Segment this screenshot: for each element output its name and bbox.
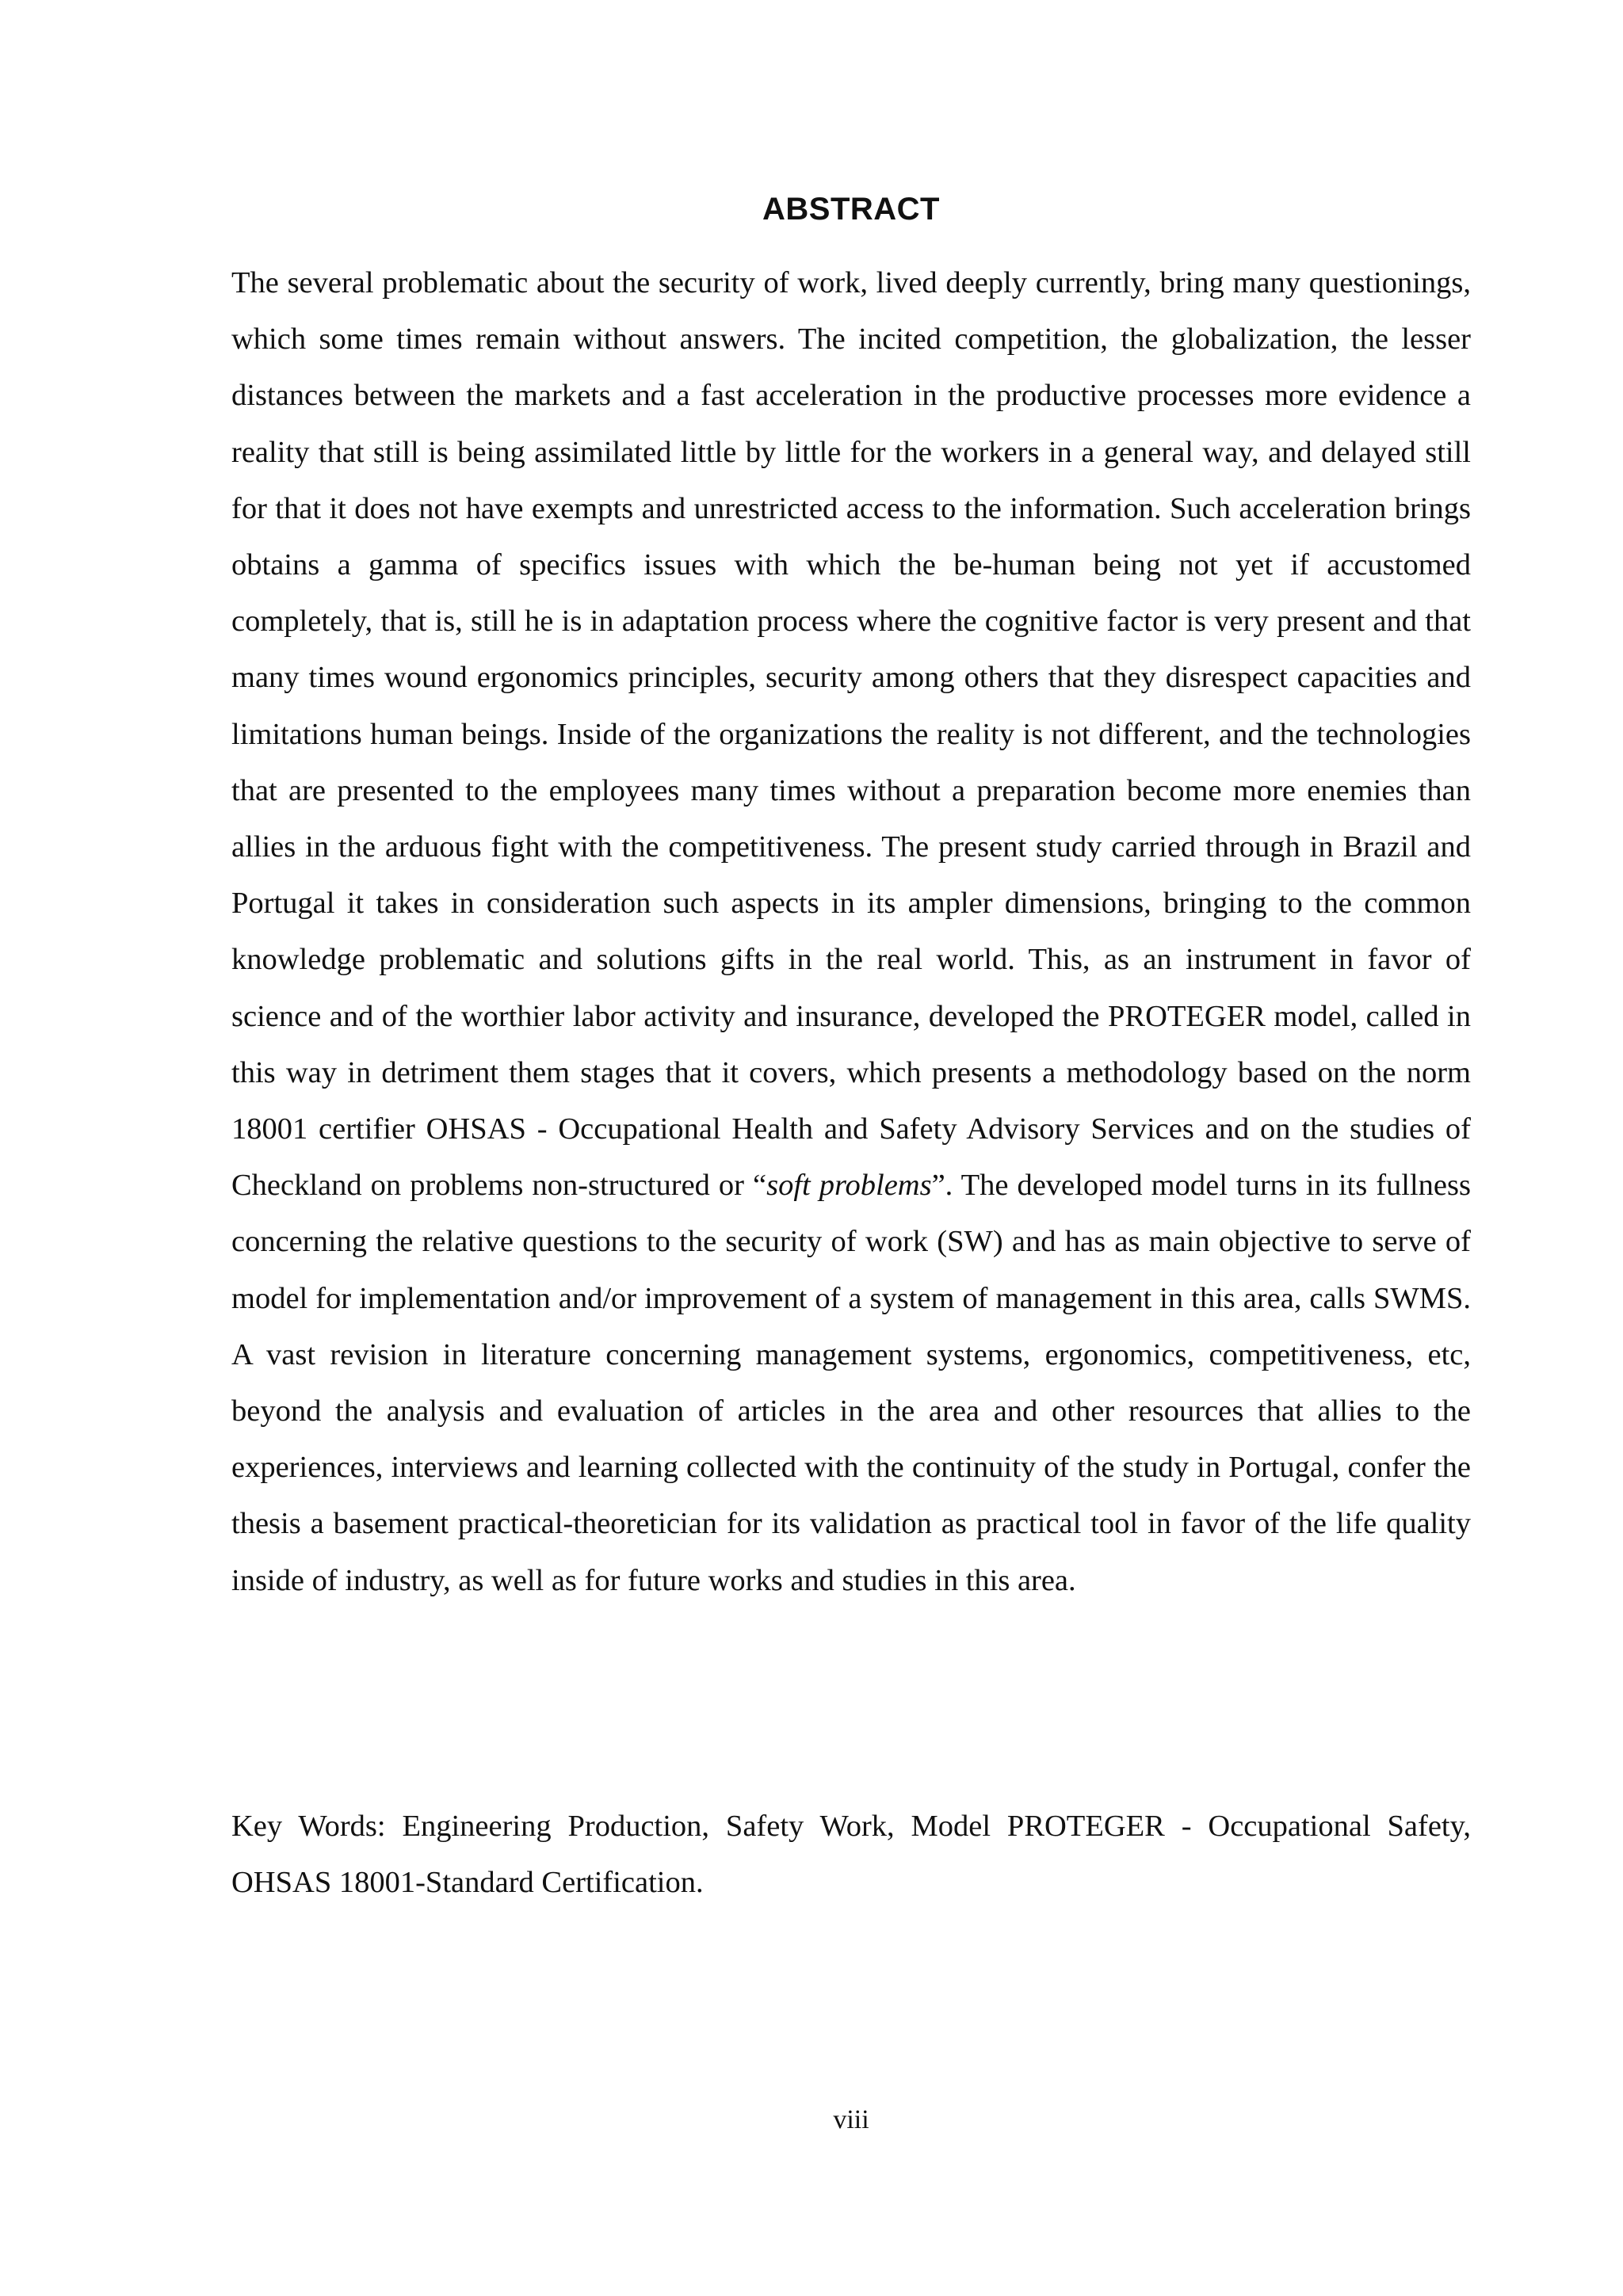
abstract-text-part-1: The several problematic about the security of work, lived deeply currently, bring many questionings, which some times remain without answers. The incited competition, the globalization, the lesser distances between the markets and a fast acceleration in the productive processes more evidence a reality that still is being assimilated little by little for the workers in a general way, and delayed still for that it does not have exempts and unrestricted access to the information. Such acceleration brings obtains a gamma of specifics issues with which the be-human being not yet if accustomed completely, that is, still he is in adaptation process where the cognitive factor is very present and that many times wound ergonomics principles, security among others that they disrespect capacities and limitations human beings. Inside of the organizations the reality is not different, and the technologies that are presented to the employees many times without a preparation become more enemies than allies in the arduous fight with the competitiveness. The present study carried through in Brazil and Portugal it takes in consideration such aspects in its ampler dimensions, bringing to the common knowledge problematic and solutions gifts in the real world. This, as an instrument in favor of science and of the worthier labor activity and insurance, developed the PROTEGER model, called in this way in detriment them stages that it covers, which presents a methodology based on the norm 18001 certifier OHSAS - Occupational Health and Safety Advisory Services and on the studies of Checkland on problems non-structured or “ — [231, 266, 1471, 1203]
abstract-heading: ABSTRACT — [762, 192, 940, 227]
abstract-paragraph — [231, 255, 1471, 1609]
keywords-paragraph: Key Words: Engineering Production, Safety Work, Model PROTEGER - Occupational Safety, OHSAS 18001-Standard Certification. — [231, 1810, 1471, 1900]
abstract-italic-term: soft problems — [766, 1169, 932, 1203]
page-number: viii — [833, 2105, 869, 2134]
abstract-text-part-2: ”. The developed model turns in its fullness concerning the relative questions to the security of work (SW) and has as main objective to serve of model for implementation and/or improvement of a system of management in this area, calls SWMS. A vast revision in literature concerning management systems, ergonomics, competitiveness, etc, beyond the analysis and evaluation of articles in the area and other resources that allies to the experiences, interviews and learning collected with the continuity of the study in Portugal, confer the thesis a basement practical-theoretician for its validation as practical tool in favor of the life quality inside of industry, as well as for future works and studies in this area. — [231, 1169, 1471, 1597]
